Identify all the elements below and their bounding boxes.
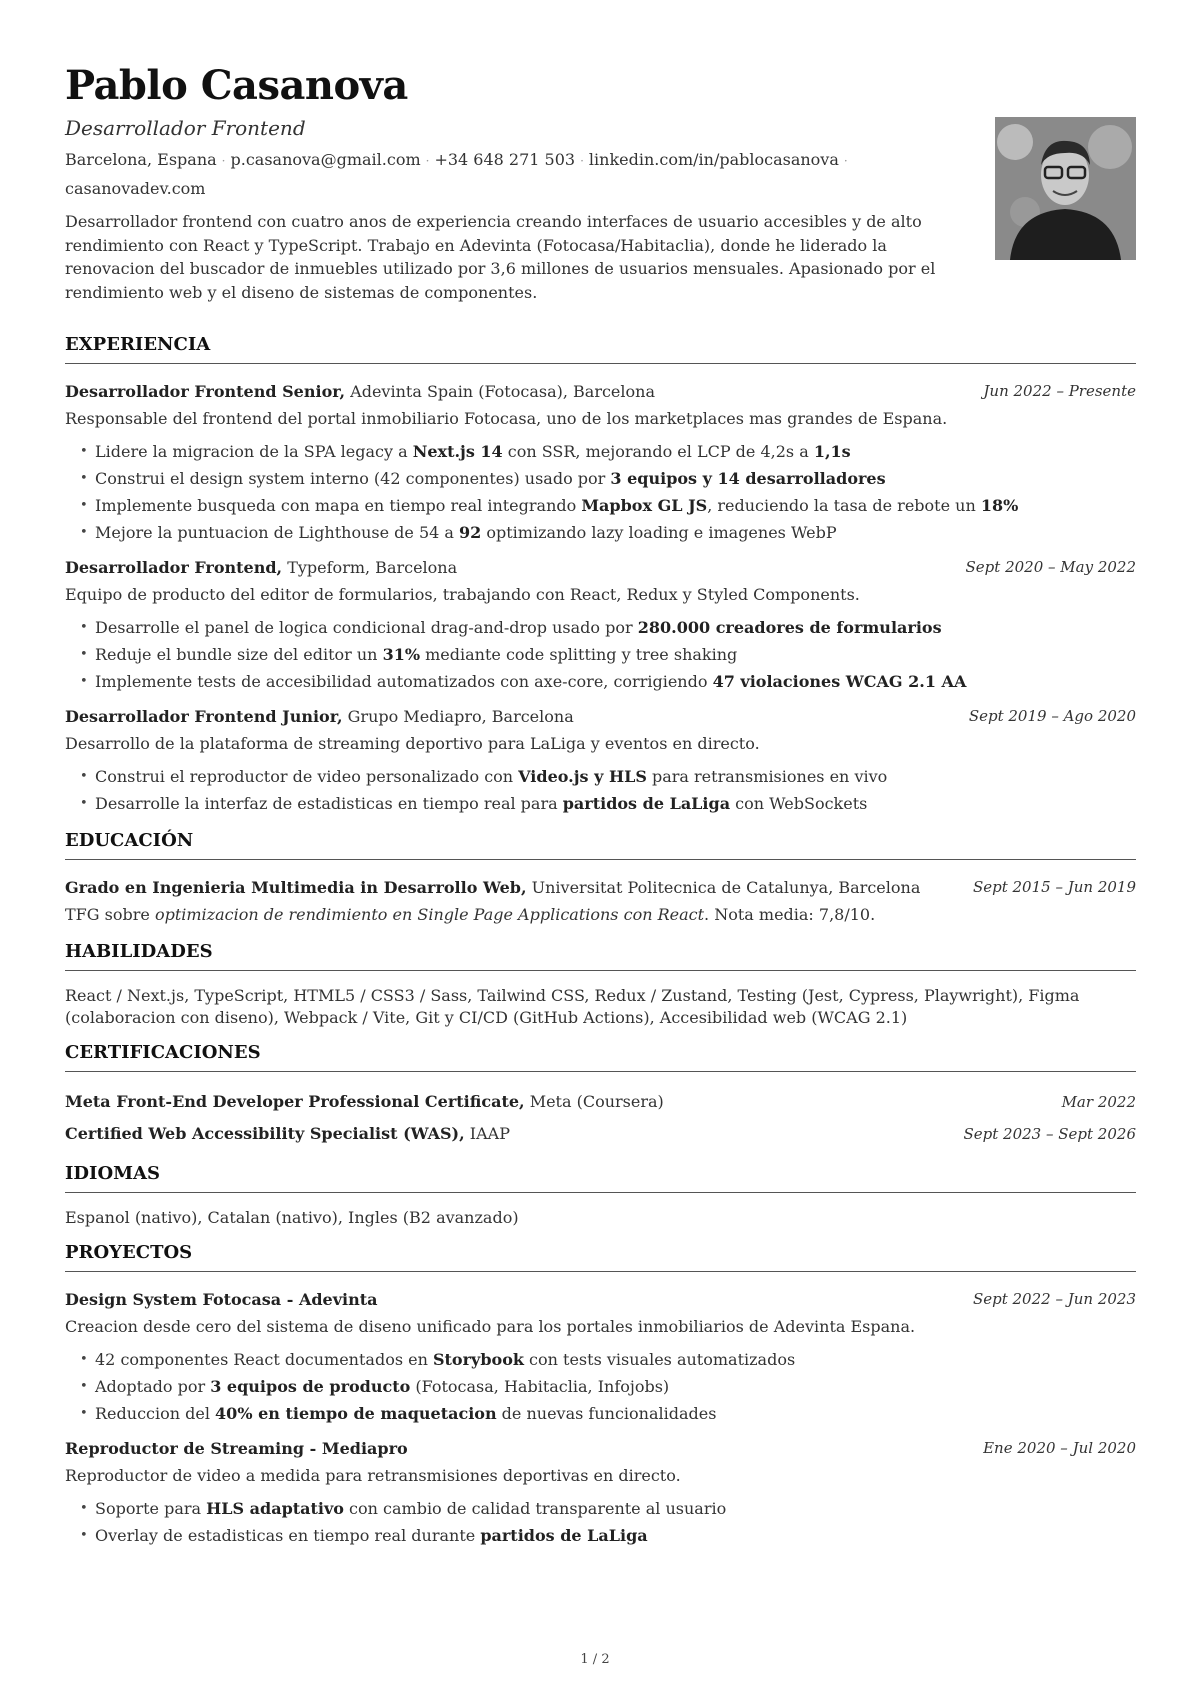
phone: +34 648 271 503 (434, 150, 576, 169)
section-title: IDIOMAS (65, 1163, 161, 1184)
certification-issuer: Meta (Coursera) (524, 1092, 664, 1111)
job-description: Responsable del frontend del portal inmobiliario Fotocasa, uno de los marketplaces mas grandes de Espana. (65, 409, 948, 428)
job-role: Desarrollador Frontend Junior, (65, 707, 343, 726)
bullet-item (95, 790, 1136, 817)
highlight-text: Mapbox GL JS (581, 496, 708, 515)
job-header (65, 703, 1136, 730)
separator: · (221, 154, 226, 168)
job-entry (65, 378, 1136, 546)
highlight-text: 18% (980, 496, 1019, 515)
bullet-text: Reduje el bundle size del editor un (95, 645, 383, 664)
bullet-text: Construi el design system interno (42 componentes) usado por (95, 469, 611, 488)
section-divider (65, 1271, 1136, 1272)
job-entry (65, 554, 1136, 695)
section-title: PROYECTOS (65, 1242, 193, 1263)
bullet-text: Implemente tests de accesibilidad automatizados con axe-core, corrigiendo (95, 672, 713, 691)
certification-entry (65, 1118, 1136, 1150)
bullet-text: Construi el reproductor de video personalizado con (95, 767, 519, 786)
candidate-name: Pablo Casanova (65, 62, 408, 109)
certification-issuer: IAAP (464, 1124, 510, 1143)
highlight-text: 280.000 creadores de formularios (637, 618, 942, 637)
bullet-item (95, 668, 1136, 695)
certification-name: Meta Front-End Developer Professional Certificate, (65, 1092, 525, 1111)
bullet-item (95, 1373, 1136, 1400)
project-list (65, 1286, 1136, 1549)
bullet-text: con WebSockets (730, 794, 868, 813)
bullet-item (95, 465, 1136, 492)
bullet-text: Overlay de estadisticas en tiempo real durante (95, 1526, 481, 1545)
job-entry (65, 703, 1136, 817)
project-header (65, 1286, 1136, 1313)
highlight-text: Storybook (432, 1350, 524, 1369)
degree: Grado en Ingenieria Multimedia in Desarrollo Web, (65, 878, 527, 897)
separator: · (425, 154, 430, 168)
experience-section (65, 333, 1136, 817)
school: Universitat Politecnica de Catalunya, Barcelona (526, 878, 921, 897)
separator: · (843, 154, 848, 168)
job-title-line (65, 703, 574, 730)
projects-section (65, 1241, 1136, 1549)
job-title-line (65, 554, 457, 581)
project-date: Sept 2022 – Jun 2023 (972, 1290, 1136, 1308)
job-header (65, 378, 1136, 405)
project-entry (65, 1286, 1136, 1427)
job-company: Typeform, Barcelona (282, 558, 458, 577)
certification-entry (65, 1086, 1136, 1118)
certification-date: Sept 2023 – Sept 2026 (963, 1125, 1136, 1143)
skills-list: React / Next.js, TypeScript, HTML5 / CSS3 / Sass, Tailwind CSS, Redux / Zustand, Testing (Jest, Cypress, Playwright), Figma (colaboracion con diseno), Webpack / Vite, Git y CI/CD (GitHub Actions), Accesibilidad web (WCAG 2.1) (65, 986, 1080, 1027)
profile-summary: Desarrollador frontend con cuatro anos de experiencia creando interfaces de usuario accesibles y de alto rendimiento con React y TypeScript. Trabajo en Adevinta (Fotocasa/Habitaclia), donde he liderado la renovacion del buscador de inmuebles utilizado por 3,6 millones de usuarios mensuales. Apasionado por el rendimiento web y el diseno de sistemas de componentes. (65, 212, 936, 302)
email-link[interactable]: p.casanova@gmail.com (230, 150, 421, 169)
bullet-text: mediante code splitting y tree shaking (420, 645, 738, 664)
section-title: EDUCACIÓN (65, 830, 194, 851)
section-title: HABILIDADES (65, 941, 213, 962)
certification-name: Certified Web Accessibility Specialist (WAS), (65, 1124, 465, 1143)
project-entry (65, 1435, 1136, 1549)
bullet-list (65, 763, 1136, 817)
section-divider (65, 1192, 1136, 1193)
bullet-item (95, 1400, 1136, 1427)
note-text: . Nota media: 7,8/10. (704, 905, 876, 924)
section-divider (65, 363, 1136, 364)
bullet-item (95, 641, 1136, 668)
bullet-item (95, 492, 1136, 519)
bullet-text: Lidere la migracion de la SPA legacy a (95, 442, 413, 461)
bullet-text: para retransmisiones en vivo (646, 767, 888, 786)
job-header (65, 554, 1136, 581)
highlight-text: 3 equipos y 14 desarrolladores (610, 469, 886, 488)
bullet-text: Reduccion del (95, 1404, 216, 1423)
page-number: 1 / 2 (580, 1652, 610, 1667)
bullet-text: Mejore la puntuacion de Lighthouse de 54 a (95, 523, 460, 542)
job-date: Jun 2022 – Presente (983, 382, 1136, 400)
project-description: Creacion desde cero del sistema de diseno unificado para los portales inmobiliarios de Adevinta Espana. (65, 1317, 916, 1336)
project-name: Reproductor de Streaming - Mediapro (65, 1439, 408, 1458)
highlight-text: partidos de LaLiga (480, 1526, 648, 1545)
project-date: Ene 2020 – Jul 2020 (983, 1439, 1136, 1457)
highlight-text: 1,1s (813, 442, 851, 461)
bullet-text: optimizando lazy loading e imagenes WebP (481, 523, 837, 542)
project-description: Reproductor de video a medida para retransmisiones deportivas en directo. (65, 1466, 681, 1485)
bullet-item (95, 614, 1136, 641)
skills-section (65, 940, 1136, 1029)
job-description: Equipo de producto del editor de formularios, trabajando con React, Redux y Styled Components. (65, 585, 860, 604)
contact-info (65, 146, 965, 203)
website-link[interactable]: casanovadev.com (65, 179, 206, 198)
job-role: Desarrollador Frontend, (65, 558, 283, 577)
bullet-item (95, 1522, 1136, 1549)
job-date: Sept 2020 – May 2022 (965, 558, 1136, 576)
education-date: Sept 2015 – Jun 2019 (972, 878, 1136, 896)
bullet-text: de nuevas funcionalidades (496, 1404, 717, 1423)
education-note (65, 901, 1136, 928)
languages-section (65, 1162, 1136, 1229)
candidate-role: Desarrollador Frontend (65, 116, 306, 140)
highlight-text: HLS adaptativo (206, 1499, 344, 1518)
bullet-text: , reduciendo la tasa de rebote un (707, 496, 981, 515)
highlight-text: 3 equipos de producto (210, 1377, 411, 1396)
highlight-text: 92 (459, 523, 482, 542)
location: Barcelona, Espana (65, 150, 217, 169)
highlight-text: 40% en tiempo de maquetacion (215, 1404, 497, 1423)
bullet-item (95, 519, 1136, 546)
section-title: EXPERIENCIA (65, 334, 211, 355)
bullet-item (95, 1495, 1136, 1522)
bullet-text: (Fotocasa, Habitaclia, Infojobs) (410, 1377, 670, 1396)
highlight-text: 31% (382, 645, 421, 664)
linkedin-link[interactable]: linkedin.com/in/pablocasanova (588, 150, 839, 169)
bullet-text: con SSR, mejorando el LCP de 4,2s a (502, 442, 814, 461)
bullet-item (95, 763, 1136, 790)
section-divider (65, 1071, 1136, 1072)
highlight-text: Next.js 14 (412, 442, 503, 461)
note-text: TFG sobre (65, 905, 155, 924)
job-role: Desarrollador Frontend Senior, (65, 382, 346, 401)
highlight-text: Video.js y HLS (518, 767, 647, 786)
profile-photo (995, 117, 1136, 260)
job-description: Desarrollo de la plataforma de streaming deportivo para LaLiga y eventos en directo. (65, 734, 760, 753)
job-title-line (65, 378, 655, 405)
certification-date: Mar 2022 (1061, 1093, 1136, 1111)
education-section (65, 829, 1136, 928)
job-list (65, 378, 1136, 817)
bullet-list (65, 614, 1136, 695)
highlight-text: 47 violaciones WCAG 2.1 AA (712, 672, 967, 691)
bullet-text: Desarrolle el panel de logica condicional drag-and-drop usado por (95, 618, 638, 637)
bullet-text: Soporte para (95, 1499, 207, 1518)
project-header (65, 1435, 1136, 1462)
bullet-list (65, 438, 1136, 546)
job-company: Adevinta Spain (Fotocasa), Barcelona (345, 382, 655, 401)
thesis-title: optimizacion de rendimiento en Single Page Applications con React (154, 905, 705, 924)
section-divider (65, 859, 1136, 860)
bullet-text: Implemente busqueda con mapa en tiempo real integrando (95, 496, 582, 515)
education-entry (65, 874, 1136, 901)
bullet-text: con cambio de calidad transparente al usuario (343, 1499, 727, 1518)
bullet-item (95, 438, 1136, 465)
bullet-text: 42 componentes React documentados en (95, 1350, 433, 1369)
section-title: CERTIFICACIONES (65, 1042, 261, 1063)
bullet-text: Adoptado por (95, 1377, 211, 1396)
bullet-text: con tests visuales automatizados (523, 1350, 796, 1369)
project-name: Design System Fotocasa - Adevinta (65, 1290, 378, 1309)
job-date: Sept 2019 – Ago 2020 (968, 707, 1136, 725)
job-company: Grupo Mediapro, Barcelona (342, 707, 574, 726)
certifications-section (65, 1041, 1136, 1150)
languages-list: Espanol (nativo), Catalan (nativo), Ingles (B2 avanzado) (65, 1208, 519, 1227)
separator: · (580, 154, 584, 168)
section-divider (65, 970, 1136, 971)
bullet-item (95, 1346, 1136, 1373)
highlight-text: partidos de LaLiga (562, 794, 731, 813)
bullet-list (65, 1346, 1136, 1427)
bullet-list (65, 1495, 1136, 1549)
bullet-text: Desarrolle la interfaz de estadisticas en tiempo real para (95, 794, 563, 813)
resume-content (65, 333, 1136, 1561)
